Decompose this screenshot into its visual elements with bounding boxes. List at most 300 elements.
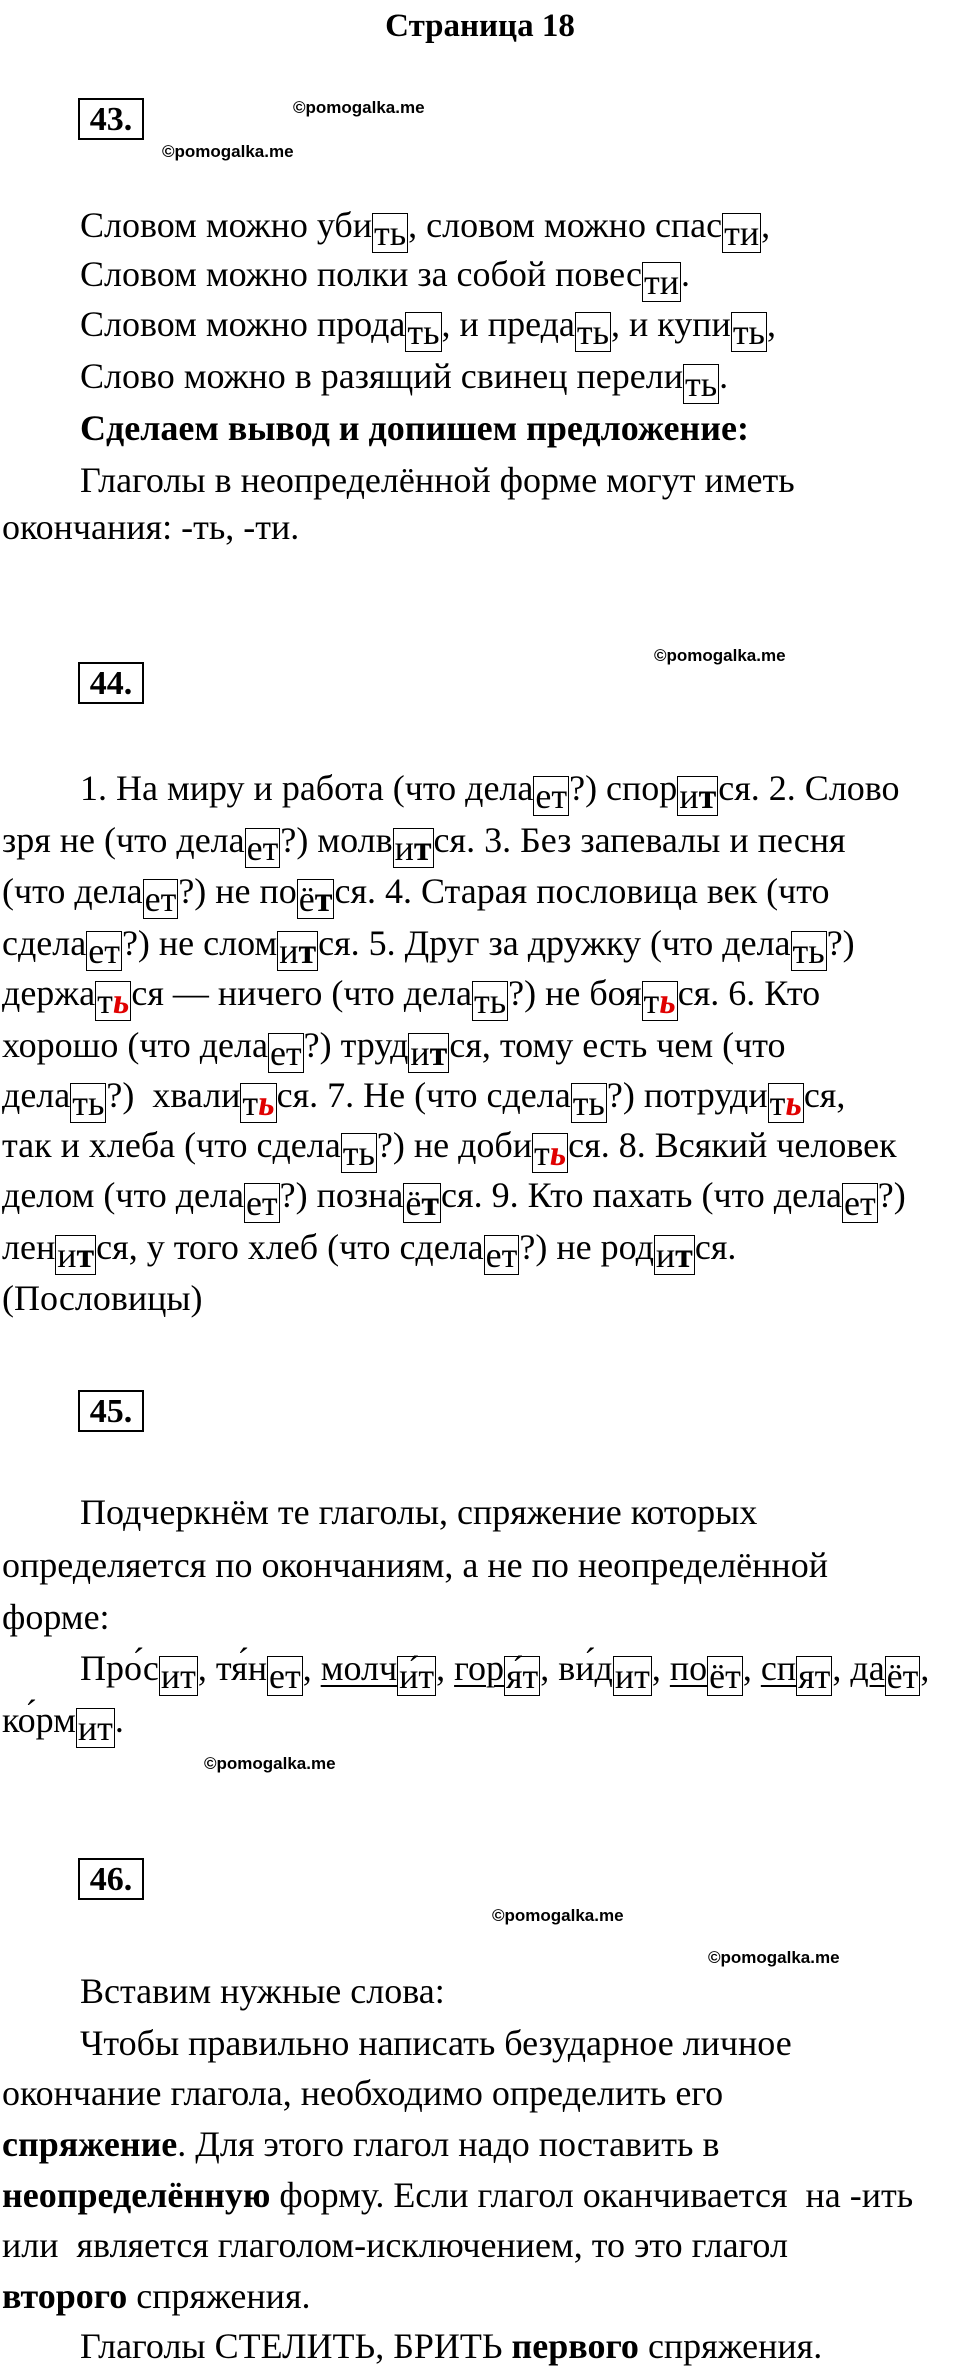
ending-letter: т — [675, 1235, 693, 1275]
text-segment — [127, 2276, 310, 2316]
ending-letter: ет — [88, 931, 120, 971]
ending-box — [70, 1083, 106, 1123]
underlined-verb — [760, 1648, 833, 1696]
text: ся. 3. Без запевалы и песня — [433, 820, 846, 860]
text: определяется по окончаниям, а не по неопределённой — [2, 1545, 828, 1585]
watermark: ©pomogalka.me — [204, 1754, 336, 1773]
text: ?) спор — [569, 768, 678, 808]
text: . Для этого глагол надо поставить в — [177, 2124, 720, 2164]
ending-letter: и — [57, 1235, 77, 1275]
text: ?) не по — [178, 871, 297, 911]
text-segment — [920, 1648, 929, 1688]
text-segment — [115, 1700, 124, 1740]
text-line — [2, 2220, 788, 2270]
ending-letter: ё — [405, 1183, 422, 1223]
ending-box — [642, 981, 678, 1021]
ending-box — [408, 1033, 449, 1073]
text-segment — [2, 2276, 127, 2316]
text: ?) потруди — [606, 1075, 768, 1115]
ending-box — [341, 1133, 377, 1173]
text-line — [80, 1487, 757, 1537]
text: ?) молв — [280, 820, 393, 860]
text-segment — [80, 408, 749, 448]
text-segment — [80, 2023, 792, 2063]
text-segment — [2, 1175, 280, 1223]
text: молч — [320, 1648, 398, 1688]
ending-box — [86, 931, 122, 971]
text: , — [766, 304, 776, 344]
ending-letter: ть — [732, 312, 765, 352]
ending-box — [240, 1083, 276, 1123]
soft-sign-highlight: ь — [785, 1083, 802, 1123]
ending-box — [791, 931, 827, 971]
text-segment — [441, 1175, 878, 1223]
text-line — [80, 200, 771, 253]
text: (что дела — [2, 871, 143, 911]
text-segment — [2, 1125, 377, 1173]
text-segment — [177, 2124, 719, 2164]
ending-box — [244, 1183, 280, 1223]
text-line — [80, 249, 691, 302]
text-line — [2, 2068, 723, 2118]
text: ?) — [877, 1175, 906, 1215]
text-segment — [681, 254, 690, 294]
ending-letter: т — [242, 1083, 259, 1123]
text-segment — [719, 356, 728, 396]
text-segment — [832, 1648, 850, 1688]
text: ся. 7. Не (что сдела — [276, 1075, 571, 1115]
text: ?) — [826, 923, 855, 963]
text: ся, — [803, 1075, 846, 1115]
ending-box — [484, 1235, 520, 1275]
ending-box — [245, 828, 281, 868]
bold-text: второго — [2, 2276, 128, 2316]
text: Про́с — [80, 1648, 159, 1688]
text-line — [80, 403, 749, 453]
text-line — [80, 2018, 792, 2068]
ending-box — [76, 1708, 115, 1748]
text: окончания: -ть, -ти. — [2, 507, 300, 547]
ending-letter: т — [429, 1033, 448, 1073]
text: ?) не род — [519, 1227, 654, 1267]
text-segment — [508, 973, 678, 1021]
text-segment — [303, 1648, 321, 1688]
text: ся — ничего (что дела — [131, 973, 472, 1013]
text-line — [2, 1695, 124, 1748]
watermark: ©pomogalka.me — [708, 1948, 840, 1967]
underlined-verb — [850, 1648, 920, 1696]
underlined-verb — [454, 1648, 540, 1696]
text: ?) не слом — [121, 923, 278, 963]
text-segment — [2, 2175, 270, 2215]
text-segment — [80, 304, 442, 352]
text-segment — [827, 923, 855, 963]
text: держа — [2, 973, 96, 1013]
ending-box — [885, 1656, 921, 1696]
ending-box — [297, 879, 335, 919]
ending-letter: ет — [844, 1183, 876, 1223]
text: ся. — [694, 1227, 737, 1267]
ending-box — [613, 1656, 652, 1696]
text-segment — [2, 1597, 110, 1637]
ending-letter: ет — [245, 1183, 278, 1223]
text: . — [719, 356, 729, 396]
text: Словом можно прода — [80, 304, 406, 344]
text-segment — [96, 1227, 519, 1275]
text-segment — [106, 1075, 276, 1123]
ending-box — [654, 1235, 695, 1275]
text-segment — [718, 768, 899, 808]
text: ?) труд — [303, 1025, 409, 1065]
text-segment — [376, 1125, 568, 1173]
text-line — [2, 1070, 846, 1123]
ending-letter: ти — [644, 262, 680, 302]
soft-sign-highlight: ь — [549, 1133, 567, 1173]
ending-letter: ть — [373, 213, 407, 253]
text: , — [302, 1648, 321, 1688]
soft-sign-highlight: ь — [112, 981, 130, 1021]
text-segment — [761, 205, 770, 245]
text: ко́рм — [2, 1700, 76, 1740]
underlined-verb — [669, 1648, 743, 1696]
text-segment — [121, 923, 318, 971]
text: Глаголы СТЕЛИТЬ, БРИТЬ — [80, 2326, 512, 2366]
text-segment — [2, 973, 131, 1021]
text-segment — [80, 460, 795, 500]
text: сп — [760, 1648, 797, 1688]
text-segment — [678, 973, 820, 1013]
text-segment — [804, 1075, 846, 1115]
text-segment — [512, 2326, 639, 2366]
underlined-verb — [320, 1648, 436, 1696]
ending-letter: ит — [614, 1656, 650, 1696]
text: ся, тому есть чем (что — [449, 1025, 786, 1065]
ending-box — [267, 1656, 303, 1696]
text-segment — [449, 1025, 785, 1065]
text: Словом можно уби — [80, 205, 372, 245]
text-segment — [569, 768, 718, 816]
watermark: ©pomogalka.me — [162, 142, 294, 161]
text-segment — [334, 871, 829, 911]
ending-letter: т — [698, 776, 717, 816]
text-segment — [2, 1545, 828, 1585]
text-segment — [606, 1075, 804, 1123]
text: окончание глагола, необходимо определить его — [2, 2073, 724, 2113]
ending-box — [393, 828, 434, 868]
exercise-number-box: 46. — [78, 1858, 144, 1900]
text: Слово можно в разящий свинец перели — [80, 356, 683, 396]
text-segment — [2, 2225, 788, 2265]
text-segment — [80, 1492, 757, 1532]
text: 1. На миру и работа (что дела — [80, 768, 534, 808]
ending-letter: ть — [792, 931, 825, 971]
text-segment — [540, 1648, 652, 1696]
ending-letter: т — [421, 1183, 440, 1223]
text: , — [436, 1648, 455, 1688]
soft-sign-highlight: ь — [258, 1083, 275, 1123]
text-line — [2, 866, 830, 919]
text-segment — [80, 1648, 198, 1696]
ending-box — [768, 1083, 804, 1123]
text: или является глаголом-исключением, то это глагол — [2, 2225, 788, 2265]
text: лен — [2, 1227, 56, 1267]
text-segment — [2, 1700, 115, 1748]
ending-letter: ть — [684, 364, 718, 404]
text: форме: — [2, 1597, 110, 1637]
exercise-number-box: 44. — [78, 662, 144, 704]
bold-text: спряжение — [2, 2124, 178, 2164]
ending-box — [55, 1235, 96, 1275]
text: Глаголы в неопределённой форме могут иметь — [80, 460, 795, 500]
ending-letter: т — [314, 879, 333, 919]
ending-letter: ит — [77, 1708, 113, 1748]
text: ся. 4. Старая пословица век (что — [334, 871, 830, 911]
text-line — [2, 815, 846, 868]
text: ?) не боя — [508, 973, 642, 1013]
ending-box — [722, 213, 761, 253]
text-segment — [611, 304, 767, 352]
text: зря не (что дела — [2, 820, 245, 860]
text-line — [2, 2170, 913, 2220]
ending-box — [532, 1133, 568, 1173]
text-segment — [303, 1025, 450, 1073]
text: ся. 5. Друг за дружку (что дела — [318, 923, 791, 963]
text-segment — [2, 1025, 304, 1073]
soft-sign-highlight: ь — [659, 981, 676, 1021]
ending-letter: ет — [246, 828, 279, 868]
text-line — [80, 455, 795, 505]
text-segment — [2, 507, 299, 547]
text-line — [2, 1540, 828, 1590]
ending-letter: ит — [160, 1656, 196, 1696]
text-segment — [436, 1648, 454, 1688]
ending-box — [95, 981, 131, 1021]
text: (Пословицы) — [2, 1278, 203, 1318]
text-segment — [131, 973, 508, 1021]
text-segment — [276, 1075, 607, 1123]
text-segment — [2, 871, 178, 919]
text-segment — [2, 1278, 203, 1318]
ending-letter: т — [76, 1235, 95, 1275]
text-line — [2, 968, 821, 1021]
text-line — [80, 299, 776, 352]
ending-letter: и — [655, 1235, 676, 1275]
ending-letter: ет — [144, 879, 177, 919]
ending-letter: ёт — [709, 1656, 741, 1696]
ending-letter: ё — [298, 879, 315, 919]
text-line — [2, 1592, 110, 1642]
text-segment — [80, 768, 569, 816]
ending-box — [683, 364, 719, 404]
text-segment — [2, 1075, 106, 1123]
text: гор — [454, 1648, 504, 1688]
text: ?) не доби — [376, 1125, 532, 1165]
exercise-number-box: 45. — [78, 1390, 144, 1432]
ending-letter: ет — [269, 1033, 302, 1073]
text-segment — [2, 2124, 177, 2164]
text-segment — [878, 1175, 906, 1215]
ending-letter: и — [279, 931, 299, 971]
text: , словом можно спас — [408, 205, 723, 245]
ending-letter: т — [413, 828, 432, 868]
text: ся. 9. Кто пахать (что дела — [441, 1175, 843, 1215]
text: Словом можно полки за собой повес — [80, 254, 643, 294]
ending-box — [796, 1656, 832, 1696]
text: ?) позна — [279, 1175, 404, 1215]
text-line — [2, 2119, 719, 2169]
watermark: ©pomogalka.me — [293, 98, 425, 117]
text: , и преда — [441, 304, 575, 344]
text-segment — [2, 923, 122, 971]
ending-box — [397, 1656, 436, 1696]
text-line — [2, 2271, 311, 2321]
ending-letter: т — [769, 1083, 786, 1123]
text: так и хлеба (что сдела — [2, 1125, 341, 1165]
ending-letter: т — [298, 931, 317, 971]
ending-box — [707, 1656, 743, 1696]
text: , — [832, 1648, 851, 1688]
ending-letter: ет — [535, 776, 568, 816]
ending-box — [268, 1033, 304, 1073]
ending-letter: т — [533, 1133, 550, 1173]
text-line — [2, 1222, 737, 1275]
ending-box — [504, 1656, 540, 1696]
ending-box — [842, 1183, 878, 1223]
text: ся. 8. Всякий человек — [568, 1125, 897, 1165]
ending-letter: ть — [572, 1083, 605, 1123]
text: форму. Если глагол оканчивается на -ить — [270, 2175, 914, 2215]
text: , — [651, 1648, 670, 1688]
text-line — [2, 918, 855, 971]
text: ся, у того хлеб (что сдела — [96, 1227, 484, 1267]
ending-letter: и — [679, 776, 699, 816]
text-segment — [197, 1648, 303, 1696]
text: ся. 6. Кто — [677, 973, 821, 1013]
text: ся. 2. Слово — [718, 768, 900, 808]
text: Подчеркнём те глаголы, спряжение которых — [80, 1492, 758, 1532]
text: по — [669, 1648, 708, 1688]
text: , — [761, 205, 771, 245]
text-line — [80, 1643, 930, 1696]
text: делом (что дела — [2, 1175, 244, 1215]
ending-box — [403, 1183, 441, 1223]
exercise-number-box: 43. — [78, 98, 144, 140]
ending-letter: я́т — [505, 1656, 539, 1696]
bold-text: Сделаем вывод и допишем предложение: — [80, 408, 749, 448]
ending-box — [143, 879, 179, 919]
text-segment — [280, 820, 433, 868]
text: Чтобы правильно написать безударное личное — [80, 2023, 792, 2063]
text: . — [114, 1700, 124, 1740]
watermark: ©pomogalka.me — [492, 1906, 624, 1925]
ending-box — [472, 981, 508, 1021]
text-segment — [80, 2326, 512, 2366]
text-segment — [652, 1648, 670, 1688]
text: , ви́д — [540, 1648, 613, 1688]
ending-box — [677, 776, 718, 816]
ending-letter: ть — [407, 312, 440, 352]
text-line — [2, 1170, 906, 1223]
text-segment — [178, 871, 334, 919]
ending-letter: ть — [473, 981, 507, 1021]
text: спряжения. — [127, 2276, 311, 2316]
ending-box — [277, 931, 318, 971]
text-line — [80, 351, 729, 404]
text: , — [742, 1648, 761, 1688]
ending-box — [533, 776, 569, 816]
page-title: Страница 18 — [385, 8, 575, 44]
text: да — [850, 1648, 885, 1688]
text-line — [2, 1020, 786, 1073]
ending-box — [571, 1083, 607, 1123]
text-line — [2, 1273, 203, 1323]
ending-letter: и — [410, 1033, 430, 1073]
text-segment — [568, 1125, 896, 1165]
text: дела — [2, 1075, 71, 1115]
text-line — [2, 502, 299, 552]
ending-box — [372, 213, 408, 253]
ending-letter: и́т — [399, 1656, 435, 1696]
text: , и купи — [611, 304, 731, 344]
ending-letter: т — [643, 981, 660, 1021]
text-segment — [2, 2073, 723, 2113]
text: , — [920, 1648, 930, 1688]
text: , тя́н — [197, 1648, 267, 1688]
ending-letter: ть — [576, 312, 610, 352]
ending-letter: ят — [798, 1656, 831, 1696]
text-line — [2, 1120, 897, 1173]
text-segment — [2, 1227, 96, 1275]
text-segment — [279, 1175, 441, 1223]
text-segment — [318, 923, 827, 971]
ending-letter: ти — [724, 213, 760, 253]
ending-box — [159, 1656, 198, 1696]
ending-letter: и — [394, 828, 414, 868]
ending-letter: ть — [342, 1133, 375, 1173]
text-line — [80, 1966, 445, 2016]
ending-letter: ть — [72, 1083, 105, 1123]
text: Вставим нужные слова: — [80, 1971, 445, 2011]
ending-letter: ет — [485, 1235, 518, 1275]
ending-letter: ёт — [886, 1656, 919, 1696]
text-segment — [80, 205, 408, 253]
text: хорошо (что дела — [2, 1025, 268, 1065]
ending-box — [731, 312, 767, 352]
bold-text: неопределённую — [2, 2175, 271, 2215]
bold-text: первого — [511, 2326, 639, 2366]
text-segment — [270, 2175, 913, 2215]
text-segment — [408, 205, 761, 253]
watermark: ©pomogalka.me — [654, 646, 786, 665]
text-segment — [639, 2326, 822, 2366]
text: ?) хвали — [106, 1075, 241, 1115]
text-segment — [767, 304, 776, 344]
ending-box — [405, 312, 441, 352]
text-segment — [519, 1227, 694, 1275]
text-segment — [2, 820, 280, 868]
text-segment — [80, 356, 719, 404]
text-line — [80, 763, 900, 816]
text-segment — [695, 1227, 737, 1267]
text: . — [681, 254, 691, 294]
text: спряжения. — [638, 2326, 823, 2366]
ending-letter: т — [97, 981, 113, 1021]
ending-box — [642, 262, 681, 302]
text: сдела — [2, 923, 87, 963]
text-segment — [743, 1648, 761, 1688]
text-segment — [434, 820, 846, 860]
text-segment — [80, 1971, 445, 2011]
